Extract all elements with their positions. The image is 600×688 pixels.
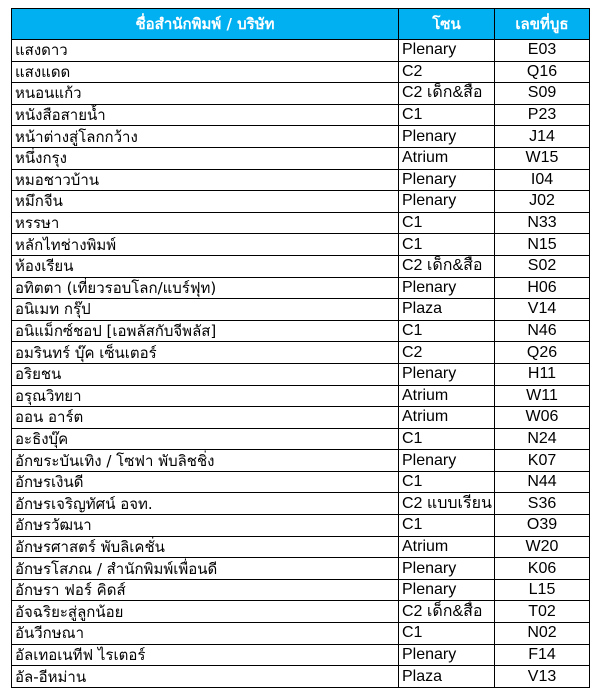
- cell-zone: Plenary: [399, 450, 495, 472]
- cell-zone: C1: [399, 234, 495, 256]
- cell-zone: C1: [399, 471, 495, 493]
- cell-booth: S02: [495, 255, 590, 277]
- cell-zone: C2 เด็ก&สื่อ: [399, 601, 495, 623]
- header-booth: เลขที่บูธ: [495, 9, 590, 40]
- cell-publisher: อัจฉริยะสู่ลูกน้อย: [12, 601, 399, 623]
- cell-booth: E03: [495, 40, 590, 62]
- table-row: [12, 644, 590, 666]
- table-row: [12, 493, 590, 515]
- cell-booth: T02: [495, 601, 590, 623]
- cell-booth: F14: [495, 644, 590, 666]
- table-row: [12, 61, 590, 83]
- cell-booth: J02: [495, 191, 590, 213]
- cell-booth: H06: [495, 277, 590, 299]
- cell-booth: L15: [495, 579, 590, 601]
- table-row: [12, 255, 590, 277]
- table-row: [12, 601, 590, 623]
- table-row: [12, 363, 590, 385]
- publisher-booth-table: [11, 8, 590, 688]
- table-row: [12, 169, 590, 191]
- cell-zone: C2 แบบเรียน: [399, 493, 495, 515]
- table-row: [12, 40, 590, 62]
- cell-booth: N33: [495, 212, 590, 234]
- cell-booth: J14: [495, 126, 590, 148]
- header-publisher: ชื่อสำนักพิมพ์ / บริษัท: [12, 9, 399, 40]
- cell-publisher: แสงแดด: [12, 61, 399, 83]
- cell-booth: W11: [495, 385, 590, 407]
- table-row: [12, 126, 590, 148]
- cell-publisher: หน้าต่างสู่โลกกว้าง: [12, 126, 399, 148]
- table-row: [12, 666, 590, 688]
- cell-publisher: หนอนแก้ว: [12, 83, 399, 105]
- header-zone: โซน: [399, 9, 495, 40]
- cell-publisher: อักษรวัฒนา: [12, 515, 399, 537]
- cell-publisher: อนิแม็กซ์ชอป [เอพลัสกับจีพลัส]: [12, 320, 399, 342]
- table-row: [12, 104, 590, 126]
- cell-publisher: อัลเทอเนทีฟ ไรเตอร์: [12, 644, 399, 666]
- table-row: [12, 558, 590, 580]
- cell-zone: Plenary: [399, 579, 495, 601]
- cell-booth: N02: [495, 623, 590, 645]
- table-row: [12, 407, 590, 429]
- cell-zone: Plaza: [399, 666, 495, 688]
- cell-booth: N46: [495, 320, 590, 342]
- cell-publisher: หนึ่งกรุง: [12, 147, 399, 169]
- cell-publisher: อัล-อีหม่าน: [12, 666, 399, 688]
- table-row: [12, 623, 590, 645]
- cell-zone: C2 เด็ก&สื่อ: [399, 255, 495, 277]
- cell-zone: Atrium: [399, 536, 495, 558]
- header-row: [12, 9, 590, 40]
- table-row: [12, 385, 590, 407]
- cell-publisher: อทิตตา (เที่ยวรอบโลก/แบร์ฟุท): [12, 277, 399, 299]
- cell-zone: Plenary: [399, 169, 495, 191]
- cell-booth: W20: [495, 536, 590, 558]
- cell-publisher: อักขระบันเทิง / โซฟา พับลิชชิ่ง: [12, 450, 399, 472]
- table-row: [12, 234, 590, 256]
- cell-zone: Plenary: [399, 558, 495, 580]
- cell-publisher: อักษรเจริญทัศน์ อจท.: [12, 493, 399, 515]
- cell-publisher: ห้องเรียน: [12, 255, 399, 277]
- table-row: [12, 83, 590, 105]
- cell-publisher: อนิเมท กรุ๊ป: [12, 299, 399, 321]
- cell-zone: Plaza: [399, 299, 495, 321]
- cell-booth: S36: [495, 493, 590, 515]
- cell-publisher: ออน อาร์ต: [12, 407, 399, 429]
- table-row: [12, 277, 590, 299]
- cell-zone: C2: [399, 61, 495, 83]
- cell-zone: Plenary: [399, 191, 495, 213]
- cell-publisher: อะธิงบุ๊ค: [12, 428, 399, 450]
- table-row: [12, 450, 590, 472]
- cell-booth: N15: [495, 234, 590, 256]
- publisher-booth-table-container: [11, 8, 589, 688]
- table-row: [12, 191, 590, 213]
- cell-zone: Plenary: [399, 644, 495, 666]
- cell-publisher: หมอชาวบ้าน: [12, 169, 399, 191]
- cell-zone: C2 เด็ก&สื่อ: [399, 83, 495, 105]
- cell-zone: Atrium: [399, 147, 495, 169]
- table-row: [12, 428, 590, 450]
- table-row: [12, 320, 590, 342]
- table-row: [12, 536, 590, 558]
- table-row: [12, 147, 590, 169]
- cell-zone: C1: [399, 515, 495, 537]
- cell-publisher: อักษรศาสตร์ พับลิเคชั่น: [12, 536, 399, 558]
- cell-booth: V14: [495, 299, 590, 321]
- cell-zone: C1: [399, 623, 495, 645]
- cell-booth: S09: [495, 83, 590, 105]
- cell-booth: N44: [495, 471, 590, 493]
- cell-publisher: หนังสือสายน้ำ: [12, 104, 399, 126]
- cell-booth: K07: [495, 450, 590, 472]
- cell-publisher: แสงดาว: [12, 40, 399, 62]
- cell-booth: H11: [495, 363, 590, 385]
- cell-booth: N24: [495, 428, 590, 450]
- cell-booth: W06: [495, 407, 590, 429]
- table-row: [12, 342, 590, 364]
- cell-publisher: อมรินทร์ บุ๊ค เซ็นเตอร์: [12, 342, 399, 364]
- cell-zone: C2: [399, 342, 495, 364]
- cell-zone: Plenary: [399, 40, 495, 62]
- cell-publisher: อักษรโสภณ / สำนักพิมพ์เพื่อนดี: [12, 558, 399, 580]
- cell-booth: V13: [495, 666, 590, 688]
- cell-zone: C1: [399, 320, 495, 342]
- cell-booth: K06: [495, 558, 590, 580]
- table-row: [12, 515, 590, 537]
- cell-zone: C1: [399, 212, 495, 234]
- cell-publisher: หลักไทช่างพิมพ์: [12, 234, 399, 256]
- cell-booth: Q26: [495, 342, 590, 364]
- cell-booth: O39: [495, 515, 590, 537]
- table-body: [12, 40, 590, 688]
- cell-booth: W15: [495, 147, 590, 169]
- cell-zone: Plenary: [399, 277, 495, 299]
- cell-zone: Atrium: [399, 385, 495, 407]
- cell-zone: C1: [399, 104, 495, 126]
- cell-zone: Atrium: [399, 407, 495, 429]
- cell-publisher: หรรษา: [12, 212, 399, 234]
- cell-zone: Plenary: [399, 126, 495, 148]
- cell-publisher: หมึกจีน: [12, 191, 399, 213]
- cell-booth: Q16: [495, 61, 590, 83]
- cell-zone: C1: [399, 428, 495, 450]
- table-row: [12, 212, 590, 234]
- table-row: [12, 299, 590, 321]
- cell-booth: P23: [495, 104, 590, 126]
- cell-publisher: อักษรา ฟอร์ คิดส์: [12, 579, 399, 601]
- cell-publisher: อักษรเงินดี: [12, 471, 399, 493]
- table-row: [12, 471, 590, 493]
- cell-publisher: อรุณวิทยา: [12, 385, 399, 407]
- cell-publisher: อันวีกษณา: [12, 623, 399, 645]
- table-row: [12, 579, 590, 601]
- cell-booth: I04: [495, 169, 590, 191]
- cell-zone: Plenary: [399, 363, 495, 385]
- cell-publisher: อริยชน: [12, 363, 399, 385]
